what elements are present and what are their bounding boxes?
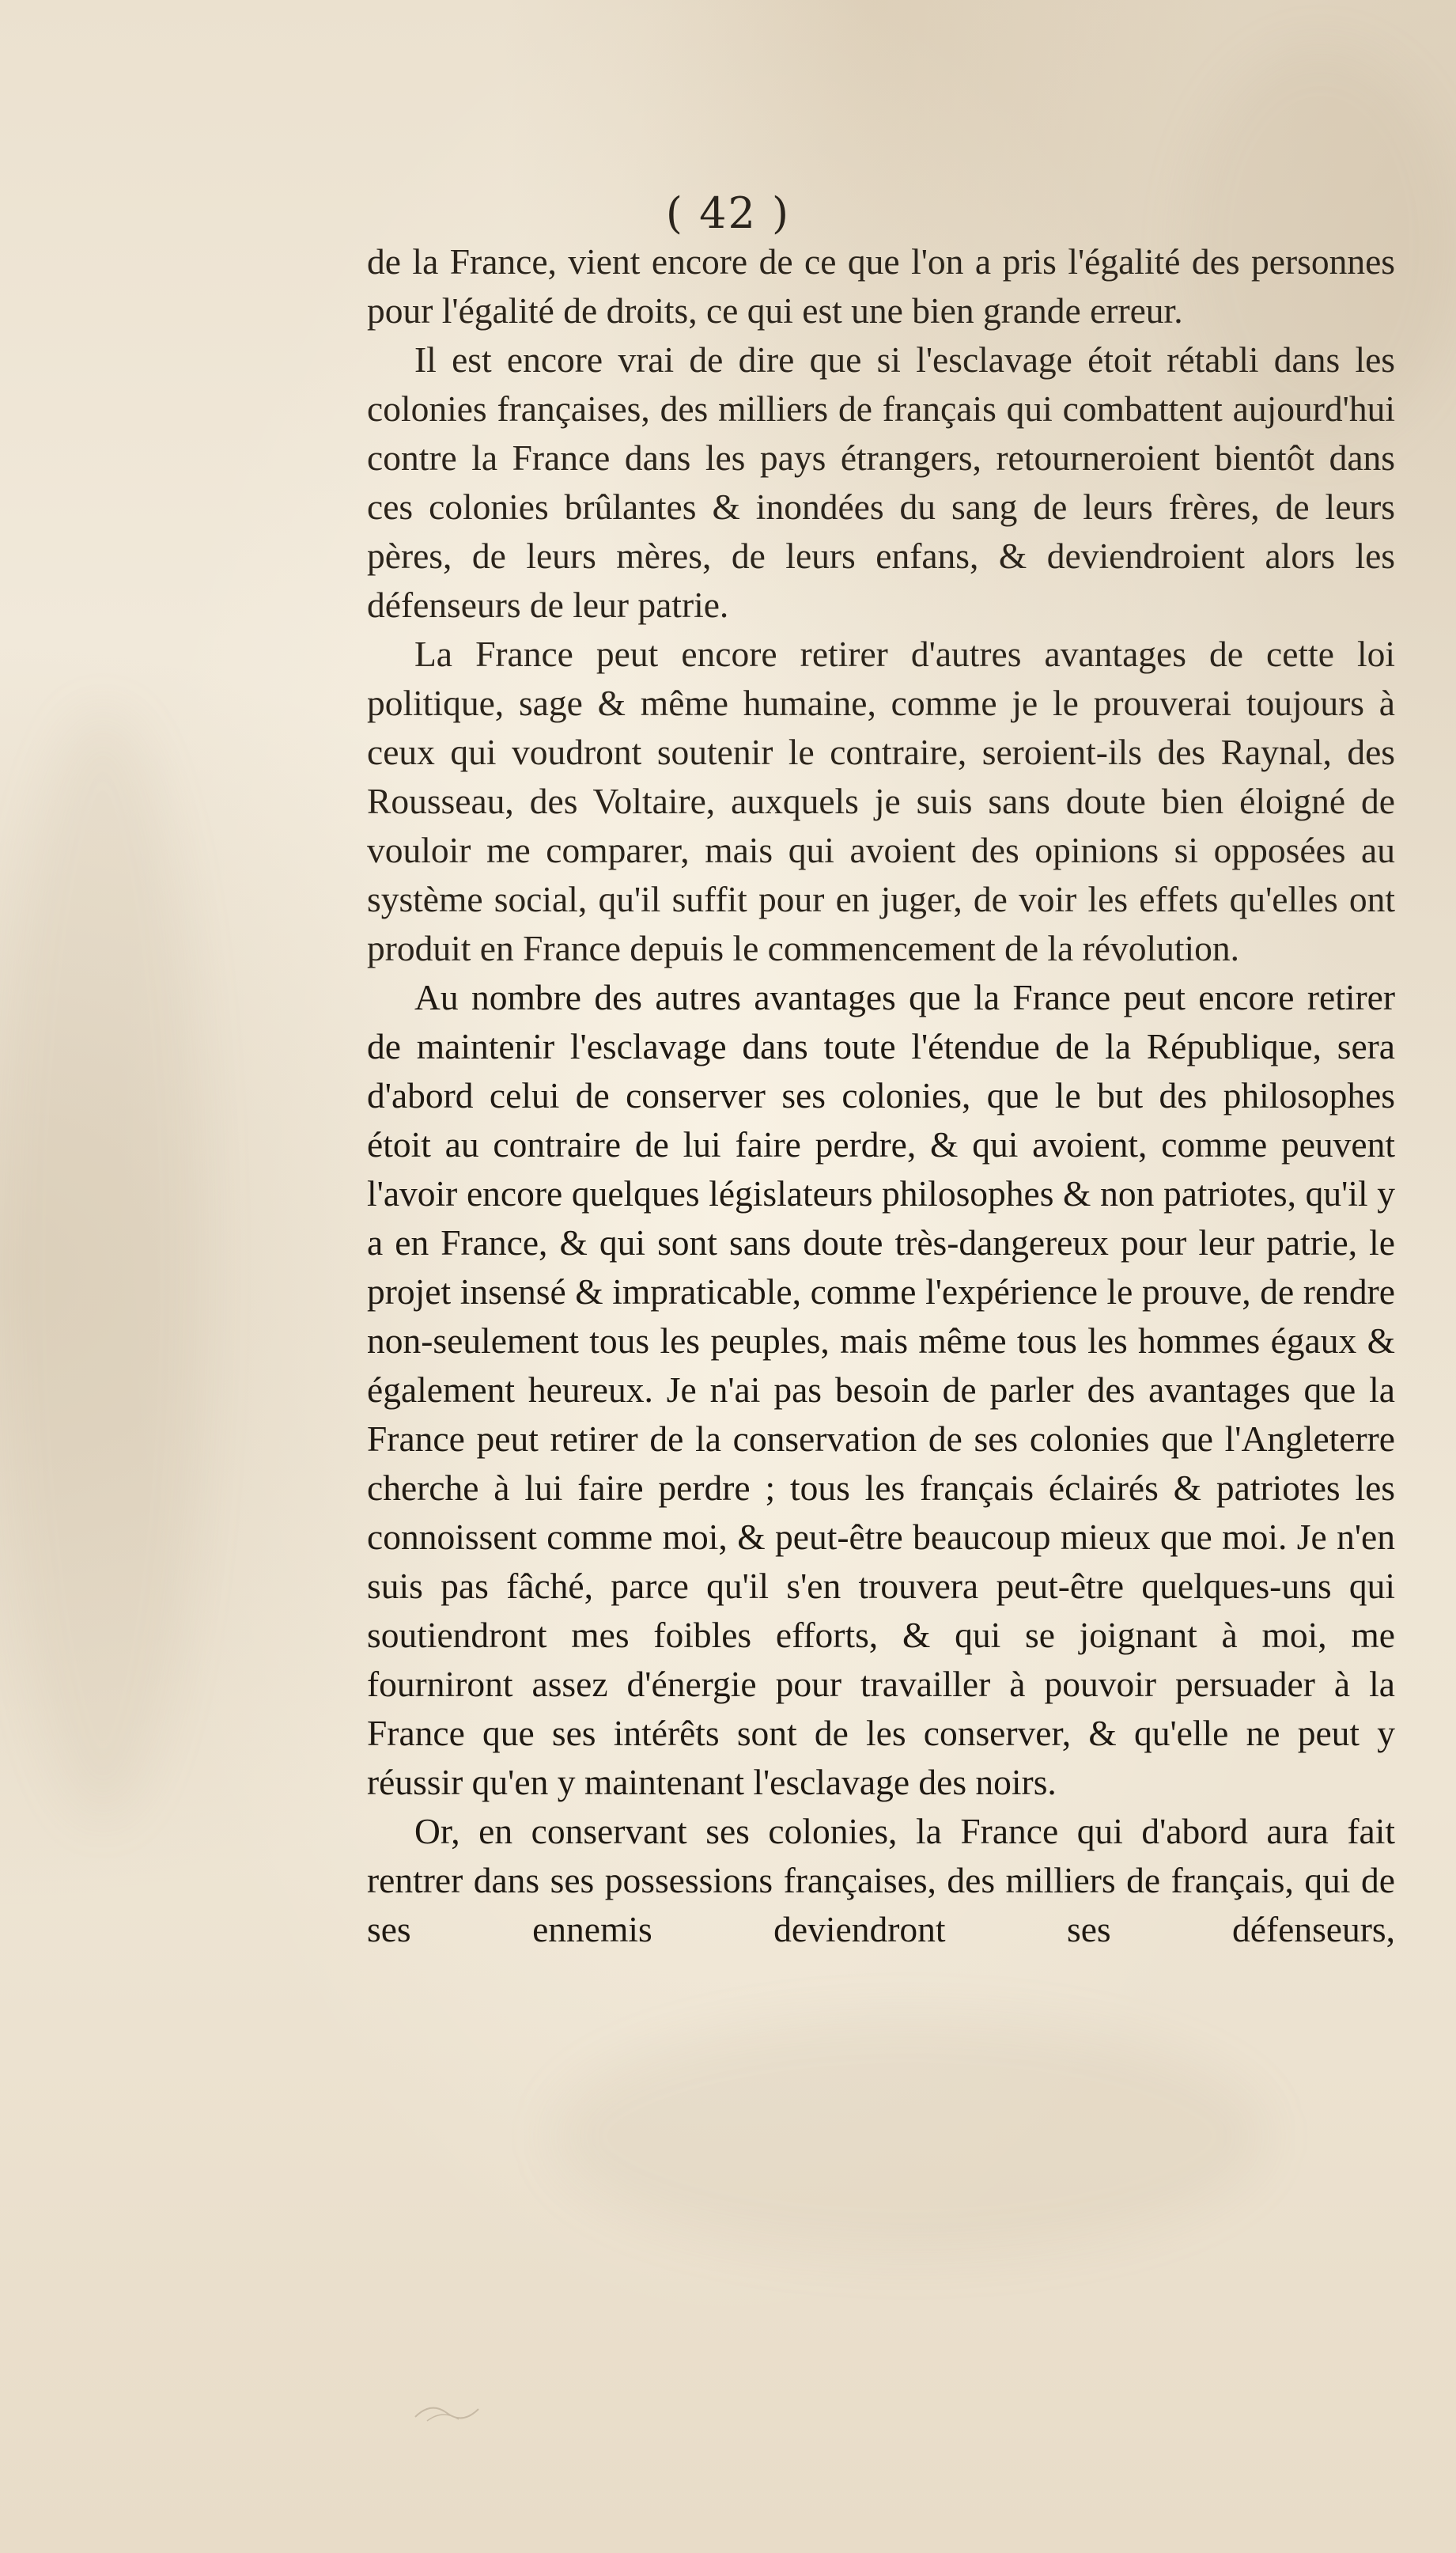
paragraph: Au nombre des autres avantages que la France peut encore retirer de maintenir l'esclavage dans toute l'étendue de la République, sera d'abord celui de conserver ses colonies, que le but des philosophes étoit au contraire de lui faire perdre, & qui avoient, comme peuvent l'avoir encore quelques législateurs philosophes & non patriotes, qu'il y a en France, & qui sont sans doute très-dangereux pour leur patrie, le projet insensé & impraticable, comme l'expérience le prouve, de rendre non-seulement tous les peuples, mais même tous les hommes égaux & également heureux. Je n'ai pas besoin de parler des avantages que la France peut retirer de la conservation de ses colonies que l'Angleterre cherche à lui faire perdre ; tous les français éclairés & patriotes les connoissent comme moi, & peut-être beaucoup mieux que moi. Je n'en suis pas fâché, parce qu'il s'en trouvera peut-être quelques-uns qui soutiendront mes foibles efforts, & qui se joignant à moi, me fourniront assez d'énergie pour travailler à pouvoir persuader à la France que ses intérêts sont de les conserver, & qu'elle ne peut y réussir qu'en y maintenant l'esclavage des noirs.: [367, 977, 1395, 1802]
paper-stain: [554, 2017, 1265, 2255]
paragraph: La France peut encore retirer d'autres avantages de cette loi politique, sage & même humaine, comme je le prouverai toujours à ceux qui voudront soutenir le contraire, seroient-ils des Raynal, des Rousseau, des Voltaire, auxquels je suis sans doute bien éloigné de vouloir me comparer, mais qui avoient des opinions si opposées au système social, qu'il suffit pour en juger, de voir les effets qu'elles ont produit en France depuis le commencement de la révolution.: [367, 634, 1395, 968]
paragraph: Or, en conservant ses colonies, la France qui d'abord aura fait rentrer dans ses possessions françaises, des milliers de français, qui de ses ennemis deviendront ses défenseurs,: [367, 1811, 1395, 1949]
paper-stain: [0, 712, 206, 1820]
paragraph: de la France, vient encore de ce que l'on a pris l'égalité des personnes pour l'égalité de droits, ce qui est une bien grande erreur.: [367, 241, 1395, 331]
body-text: [367, 237, 1395, 1954]
paragraph: Il est encore vrai de dire que si l'esclavage étoit rétabli dans les colonies françaises, des milliers de français qui combattent aujourd'hui contre la France dans les pays étrangers, retourneroient bientôt dans ces colonies brûlantes & inondées du sang de leurs frères, de leurs pères, de leurs mères, de leurs enfans, & deviendroient alors les défenseurs de leur patrie.: [367, 339, 1395, 625]
page-number: ( 42 ): [665, 188, 791, 238]
faint-ornament-icon: [411, 2397, 482, 2429]
